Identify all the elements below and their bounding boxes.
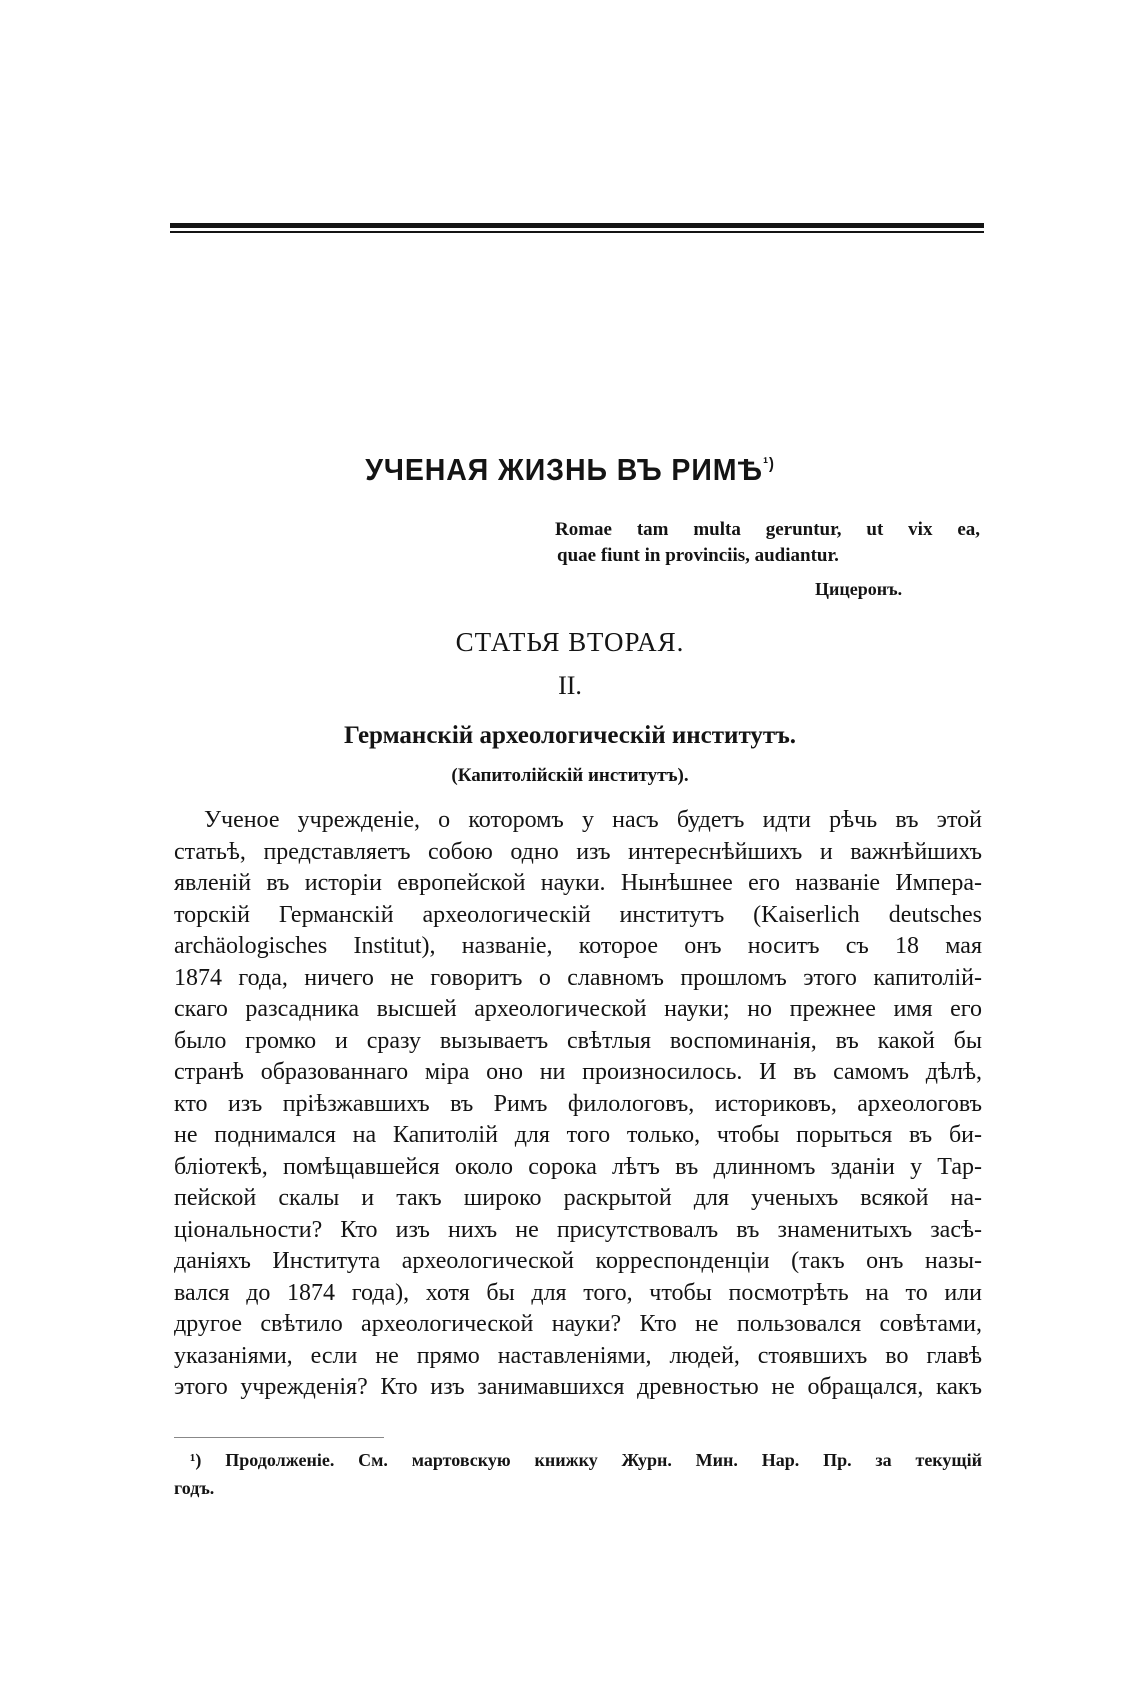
body-line: 1874 года, ничего не говоритъ о славномъ прошломъ этого капитолій- xyxy=(174,964,982,991)
section-subheading: (Капитолійскій институтъ). xyxy=(451,765,689,786)
footnote-separator xyxy=(174,1437,384,1438)
body-line: ціональности? Кто изъ нихъ не присутствовалъ въ знаменитыхъ засѣ- xyxy=(174,1216,982,1243)
body-text xyxy=(174,805,982,1404)
body-line: явленій въ исторіи европейской науки. Нынѣшнее его названіе Импера- xyxy=(174,870,982,896)
epigraph xyxy=(555,517,980,569)
epigraph-line-2: quae fiunt in provinciis, audiantur. xyxy=(557,545,839,566)
page-title xyxy=(46,452,1095,488)
body-line: вался до 1874 года), хотя бы для того, чтобы посмотрѣть на то или xyxy=(174,1279,982,1306)
section-heading: Германскій археологическій институтъ. xyxy=(343,722,797,749)
footnote-mark: ¹) xyxy=(190,1450,202,1470)
body-line: пейской скалы и такъ широко раскрытой для ученыхъ всякой на- xyxy=(174,1185,982,1211)
body-line: было громко и сразу вызываетъ свѣтлыя воспоминанія, въ какой бы xyxy=(174,1027,982,1054)
title-footnote-mark: ¹) xyxy=(763,455,775,473)
header-rule-thick xyxy=(170,223,984,228)
body-line: Ученое учрежденіе, о которомъ у насъ будетъ идти рѣчь въ этой xyxy=(204,807,982,833)
body-line: указаніями, если не прямо наставленіями, людей, стоявшихъ во главѣ xyxy=(174,1342,982,1369)
body-line: скаго разсадника высшей археологической науки; но прежнее имя его xyxy=(174,996,982,1022)
body-line: торскій Германскій археологическій институтъ (Kaiserlich deutsches xyxy=(174,901,982,928)
footnote-line-2: годъ. xyxy=(174,1478,215,1498)
footnote-line-1 xyxy=(174,1446,982,1474)
body-line: этого учрежденія? Кто изъ занимавшихся древностью не обращался, какъ xyxy=(174,1374,982,1400)
body-line: не поднимался на Капитолій для того только, чтобы порыться въ би- xyxy=(174,1122,982,1148)
article-label: СТАТЬЯ ВТОРАЯ. xyxy=(455,627,685,657)
footnote xyxy=(174,1446,982,1502)
body-line: странѣ образованнаго міра оно ни произносилось. И въ самомъ дѣлѣ, xyxy=(174,1059,982,1085)
page-title-text: УЧЕНАЯ ЖИЗНЬ ВЪ РИМѢ xyxy=(365,452,764,487)
body-line: другое свѣтило археологической науки? Кто не пользовался совѣтами, xyxy=(174,1311,982,1337)
body-line: даніяхъ Института археологической корреспонденціи (такъ онъ назы- xyxy=(174,1248,982,1274)
epigraph-author: Цицеронъ. xyxy=(815,579,903,599)
header-rule-thin xyxy=(170,231,984,233)
body-line: бліотекѣ, помѣщавшейся около сорока лѣтъ въ длинномъ зданіи у Тар- xyxy=(174,1153,982,1180)
footnote-text: Продолженіе. См. мартовскую книжку Журн. Мин. Нар. Пр. за текущій xyxy=(225,1450,982,1470)
section-number: II. xyxy=(558,671,582,700)
body-line: кто изъ пріѣзжавшихъ въ Римъ филологовъ, историковъ, археологовъ xyxy=(174,1090,982,1117)
epigraph-line-1: Romae tam multa geruntur, ut vix ea, xyxy=(555,519,980,540)
body-line: archäologisches Institut), названіе, которое онъ носитъ съ 18 мая xyxy=(174,933,982,959)
body-line: статьѣ, представляетъ собою одно изъ интереснѣйшихъ и важнѣйшихъ xyxy=(174,838,982,865)
